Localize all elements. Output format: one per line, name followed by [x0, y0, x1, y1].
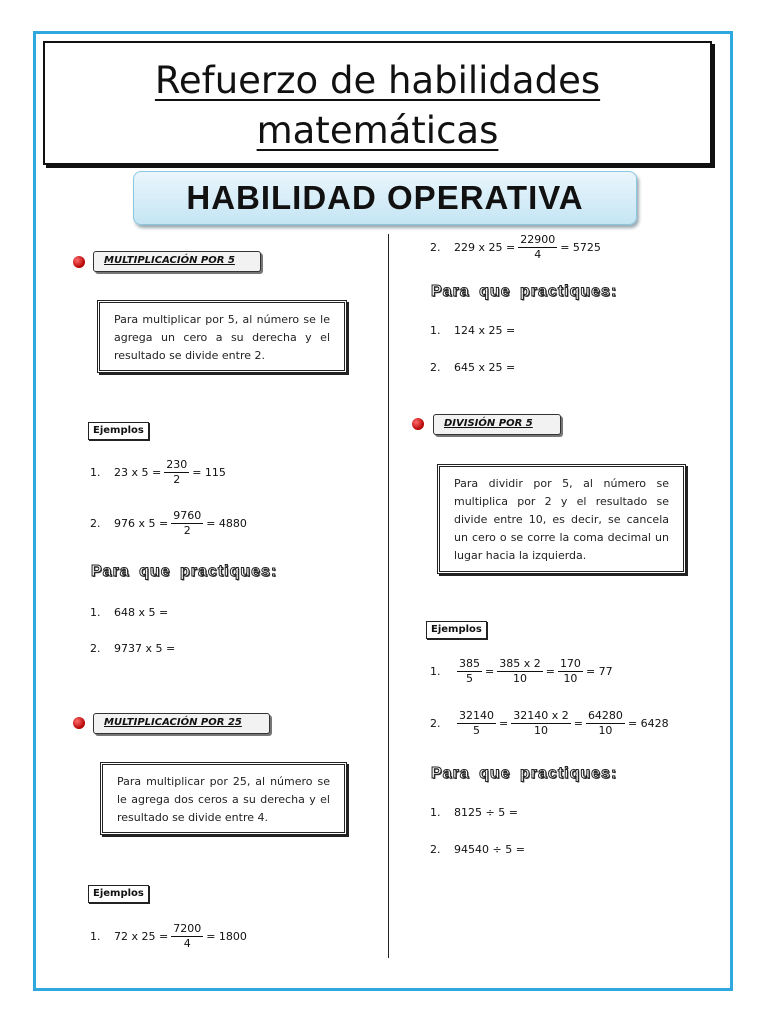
denominator: 10 [533, 724, 548, 737]
section-tag-multiplicacion-5: MULTIPLICACIÓN POR 5 [93, 251, 261, 272]
denominator-cancelled: 10 [563, 672, 578, 685]
denominator: 5 [466, 672, 473, 685]
ejemplos-label: Ejemplos [88, 422, 149, 440]
expression: 229 x 25 = [454, 241, 516, 254]
page-title-line-1: Refuerzo de habilidades [154, 59, 601, 102]
exercise-row [90, 642, 175, 655]
numerator: 32140 [459, 709, 494, 722]
bullet-icon [73, 717, 85, 729]
numerator: 230 [166, 458, 188, 471]
example-row [90, 458, 226, 487]
result: = 4880 [206, 517, 247, 530]
ejemplos-label: Ejemplos [88, 885, 149, 903]
fraction [558, 657, 583, 686]
expression: 124 x 25 = [454, 324, 516, 337]
denominator: 10 [512, 672, 527, 685]
fraction [164, 458, 189, 487]
bullet-icon [412, 418, 424, 430]
section-tag-division-5: DIVISIÓN POR 5 [433, 414, 561, 435]
result: = 1800 [206, 930, 247, 943]
rule-box-division-5: Para dividir por 5, al número se multiplica por 2 y el resultado se divide entre 10, es decir, se cancela un cero o se corre la coma decimal un lugar hacia la izquierda. [437, 464, 686, 574]
fraction [586, 709, 625, 738]
expression: 976 x 5 = [114, 517, 169, 530]
item-number: 1. [90, 606, 101, 619]
expression: 645 x 25 = [454, 361, 516, 374]
item-number: 1. [430, 324, 441, 337]
item-number: 1. [90, 466, 101, 479]
fraction [171, 922, 203, 951]
practice-heading: Para que practiques: [91, 563, 278, 580]
practice-heading: Para que practiques: [431, 283, 618, 300]
numerator-cancelled: 170 [559, 657, 581, 670]
example-row [430, 233, 601, 262]
denominator: 2 [183, 524, 191, 537]
example-row [430, 709, 669, 738]
fraction [457, 709, 496, 738]
example-row [430, 657, 613, 686]
result: = 6428 [627, 717, 669, 730]
rule-box-multiplicacion-25: Para multiplicar por 25, al número se le agrega dos ceros a su derecha y el resultado se divide entre 4. [100, 762, 347, 835]
denominator: 10 [598, 724, 613, 737]
expression: 9737 x 5 = [114, 642, 176, 655]
rule-box-multiplicacion-5: Para multiplicar por 5, al número se le agrega un cero a su derecha y el resultado se divide entre 2. [97, 300, 347, 373]
exercise-row [90, 606, 168, 619]
numerator: 7200 [173, 922, 202, 935]
denominator: 4 [183, 937, 191, 950]
item-number: 1. [430, 665, 441, 678]
fraction [511, 709, 571, 738]
numerator: 9760 [173, 509, 202, 522]
expression: 648 x 5 = [114, 606, 169, 619]
section-banner: HABILIDAD OPERATIVA [133, 171, 637, 225]
exercise-row [430, 843, 525, 856]
equals-sign: = [545, 665, 555, 678]
result: = 115 [192, 466, 226, 479]
equals-sign: = [499, 717, 509, 730]
fraction [518, 233, 557, 262]
exercise-row [430, 324, 515, 337]
result: = 5725 [560, 241, 601, 254]
fraction [171, 509, 203, 538]
item-number: 2. [430, 717, 441, 730]
denominator: 2 [173, 473, 181, 486]
denominator: 4 [534, 248, 542, 261]
ejemplos-label: Ejemplos [426, 621, 487, 639]
numerator: 385 x 2 [499, 657, 541, 670]
page-title-line-2: matemáticas [256, 109, 499, 152]
item-number: 2. [430, 843, 441, 856]
numerator: 64280 [587, 709, 623, 722]
expression: 23 x 5 = [114, 466, 162, 479]
exercise-row [430, 361, 515, 374]
numerator: 32140 x 2 [513, 709, 569, 722]
title-box [43, 41, 712, 165]
item-number: 1. [430, 806, 441, 819]
exercise-row [430, 806, 518, 819]
numerator: 385 [459, 657, 480, 670]
expression: 94540 ÷ 5 = [454, 843, 525, 856]
item-number: 2. [430, 361, 441, 374]
equals-sign: = [485, 665, 495, 678]
item-number: 2. [90, 642, 101, 655]
denominator: 5 [473, 724, 480, 737]
expression: 8125 ÷ 5 = [454, 806, 518, 819]
equals-sign: = [573, 717, 583, 730]
result: = 77 [585, 665, 613, 678]
item-number: 1. [90, 930, 101, 943]
item-number: 2. [430, 241, 441, 254]
bullet-icon [73, 256, 85, 268]
column-divider [388, 234, 389, 958]
fraction [457, 657, 482, 686]
fraction [497, 657, 543, 686]
practice-heading: Para que practiques: [431, 765, 618, 782]
expression: 72 x 25 = [114, 930, 169, 943]
numerator: 22900 [520, 233, 556, 246]
section-tag-multiplicacion-25: MULTIPLICACIÓN POR 25 [93, 713, 270, 734]
example-row [90, 509, 247, 538]
item-number: 2. [90, 517, 101, 530]
example-row [90, 922, 247, 951]
